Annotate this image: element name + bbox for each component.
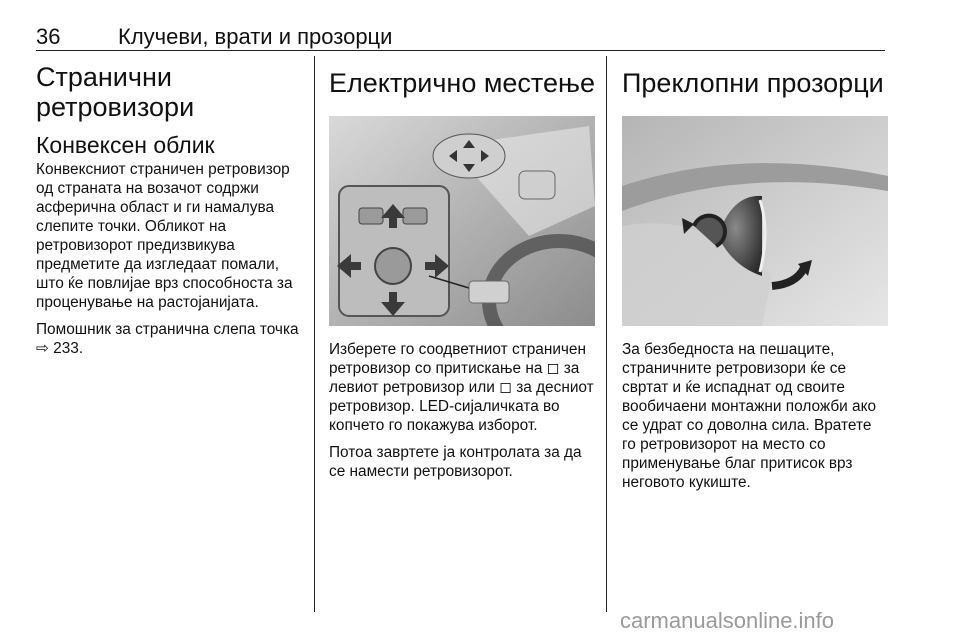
paragraph-blind-spot[interactable]: Помошник за странична слепа точка ⇨ 233. <box>36 321 299 357</box>
paragraph-select-mirror: Изберете го соодветниот страничен ретровизор со притискање на ◻ за левиот ретровизор или ◻ за десниот ретровизор. LED-сијаличката во копчето го покажува изборот. <box>329 341 594 434</box>
subheading-convex: Конвексен облик <box>36 132 215 158</box>
chapter-title: Клучеви, врати и прозорци <box>118 24 393 49</box>
column-1 <box>36 56 304 366</box>
section-heading-folding: Преклопни прозорци <box>622 68 884 98</box>
section-heading-mirrors: Странични ретровизори <box>36 62 195 122</box>
header-rule <box>36 50 885 51</box>
page-number: 36 <box>36 24 61 49</box>
column-divider-1 <box>314 56 315 612</box>
section-heading-electric-adjust: Електрично местење <box>329 68 595 98</box>
column-3 <box>622 56 888 500</box>
watermark: carmanualsonline.info <box>620 608 835 633</box>
mirror-folding-illustration <box>622 116 888 326</box>
column-divider-2 <box>606 56 607 612</box>
column-2 <box>329 56 595 489</box>
paragraph-convex: Конвексниот страничен ретровизор од страната на возачот содржи асферична област и ги намалува слепите точки. Обликот на ретровизорот предизвикува предметите да изгледаат помали, што ќе повлијае врз способноста за проценување на растојанијата. <box>36 161 293 311</box>
mirror-control-illustration <box>329 116 595 326</box>
paragraph-folding: За безбедноста на пешаците, страничните ретровизори ќе се свртат и ќе испаднат од своите вообичаени монтажни положби ако се удрат со доволна сила. Вратете го ретровизорот на место со применување благ притисок врз неговото кукиште. <box>622 341 877 491</box>
paragraph-turn-control: Потоа завртете ја контролата за да се намести ретровизорот. <box>329 444 582 480</box>
